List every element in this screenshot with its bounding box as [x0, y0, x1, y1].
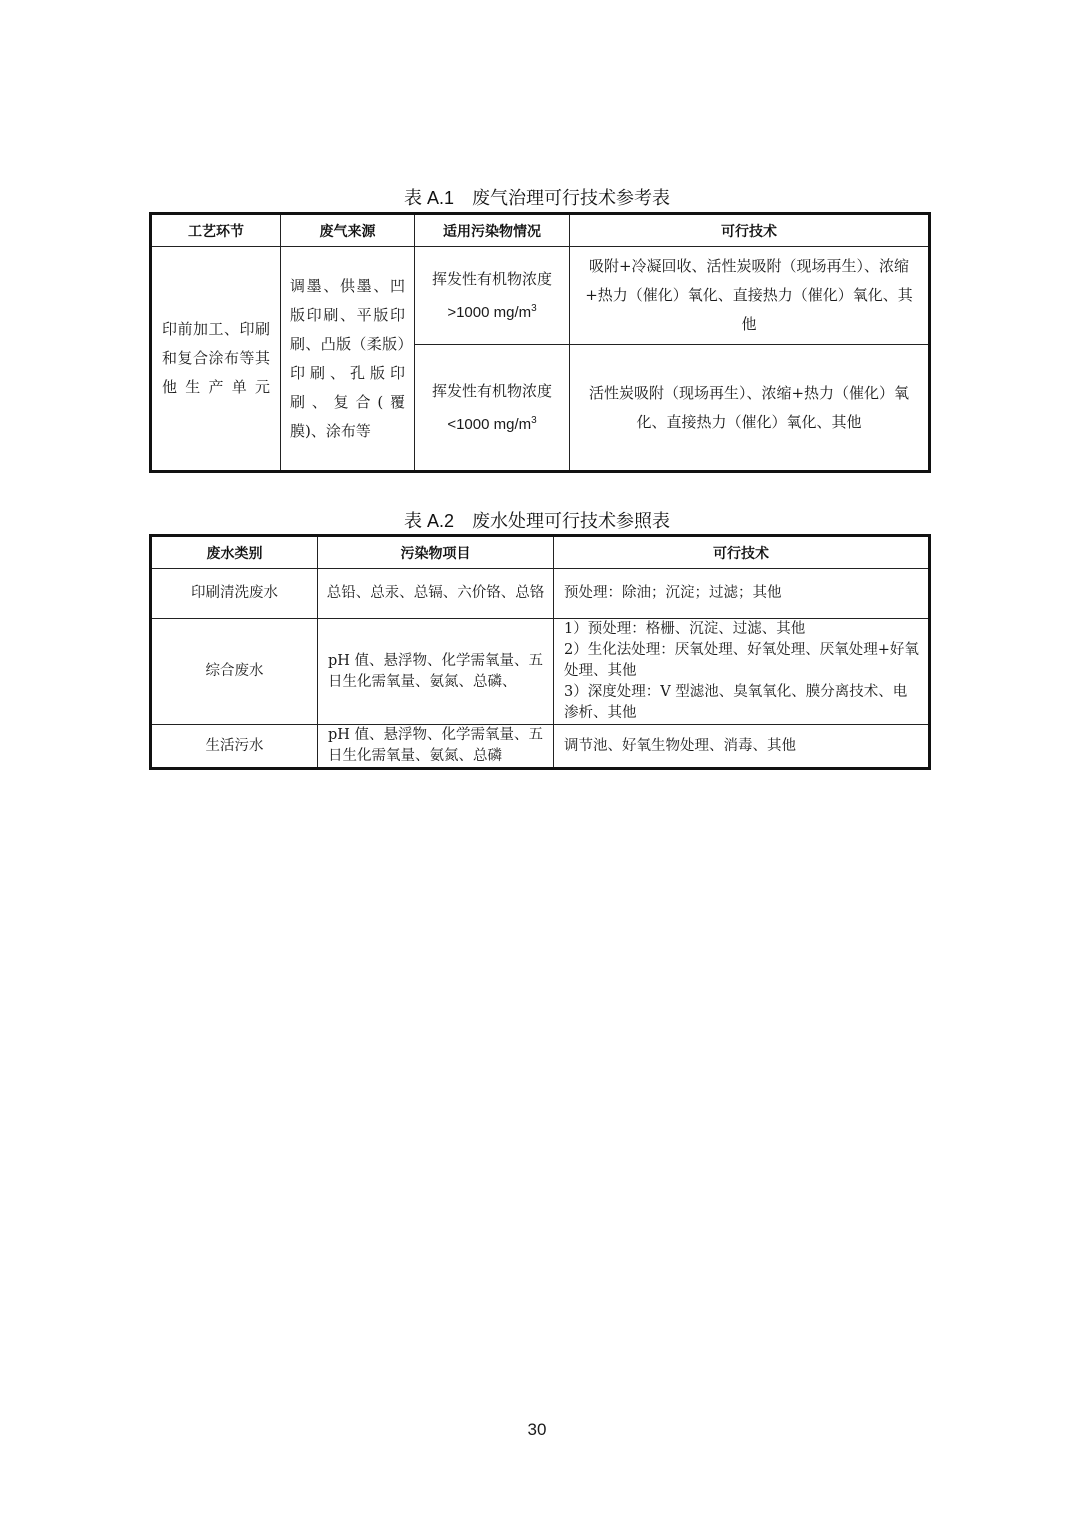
pollutants-cell: pH 值、悬浮物、化学需氧量、五日生化需氧量、氨氮、总磷: [318, 725, 554, 769]
header-category: 废水类别: [151, 536, 318, 569]
technology-cell: 活性炭吸附（现场再生）、浓缩+热力（催化）氧化、直接热力（催化）氧化、其他: [570, 345, 930, 472]
pollutants-cell: pH 值、悬浮物、化学需氧量、五日生化需氧量、氨氮、总磷、: [318, 619, 554, 725]
table2-caption: 表 A.2 废水处理可行技术参照表: [403, 511, 671, 531]
table-row: [151, 569, 930, 619]
pollutants-cell: 总铅、总汞、总镉、六价铬、总铬: [318, 569, 554, 619]
pollutant-sup: 3: [531, 414, 537, 426]
category-cell: 印刷清洗废水: [151, 569, 318, 619]
table1-header-row: [151, 214, 930, 247]
table-row: [151, 725, 930, 769]
pollutant-text: 挥发性有机物浓度: [431, 269, 552, 288]
table2-header-row: [151, 536, 930, 569]
pollutant-value: <1000 mg/m: [447, 415, 532, 433]
exhaust-gas-table: [149, 212, 931, 473]
table-row: [151, 619, 930, 725]
header-pollutant: 适用污染物情况: [415, 214, 570, 247]
header-technology: 可行技术: [570, 214, 930, 247]
header-process: 工艺环节: [151, 214, 281, 247]
technology-line: 2）生化法处理：厌氧处理、好氧处理、厌氧处理+好氧处理、其他: [564, 642, 919, 679]
source-text: 调墨、供墨、凹版印刷、平版印刷、凸版（柔版）印刷、孔版印刷、复合(覆膜)、涂布等: [290, 276, 405, 440]
table1-caption: 表 A.1 废气治理可行技术参考表: [403, 188, 671, 208]
pollutant-value: >1000 mg/m: [447, 303, 532, 321]
source-cell: [281, 247, 415, 472]
table-row: [151, 247, 930, 345]
header-pollutants: 污染物项目: [318, 536, 554, 569]
category-cell: 综合废水: [151, 619, 318, 725]
wastewater-table: [149, 534, 931, 770]
technology-cell: 吸附+冷凝回收、活性炭吸附（现场再生）、浓缩+热力（催化）氧化、直接热力（催化）氧化、其他: [570, 247, 930, 345]
technology-cell: 预处理：除油；沉淀；过滤；其他: [554, 569, 930, 619]
page-number: 30: [527, 1420, 547, 1439]
pollutant-sup: 3: [531, 302, 537, 314]
technology-line: 1）预处理：格栅、沉淀、过滤、其他: [564, 621, 806, 637]
process-cell: [151, 247, 281, 472]
process-text: 印前加工、印刷和复合涂布等其他生产单元: [162, 320, 270, 396]
technology-cell: 调节池、好氧生物处理、消毒、其他: [554, 725, 930, 769]
pollutant-cell: [415, 247, 570, 345]
pollutant-text: 挥发性有机物浓度: [431, 381, 552, 400]
header-technology: 可行技术: [554, 536, 930, 569]
pollutant-cell: [415, 345, 570, 472]
category-cell: 生活污水: [151, 725, 318, 769]
technology-line: 3）深度处理：V 型滤池、臭氧氧化、膜分离技术、电渗析、其他: [564, 684, 908, 721]
technology-cell: [554, 619, 930, 725]
header-source: 废气来源: [281, 214, 415, 247]
